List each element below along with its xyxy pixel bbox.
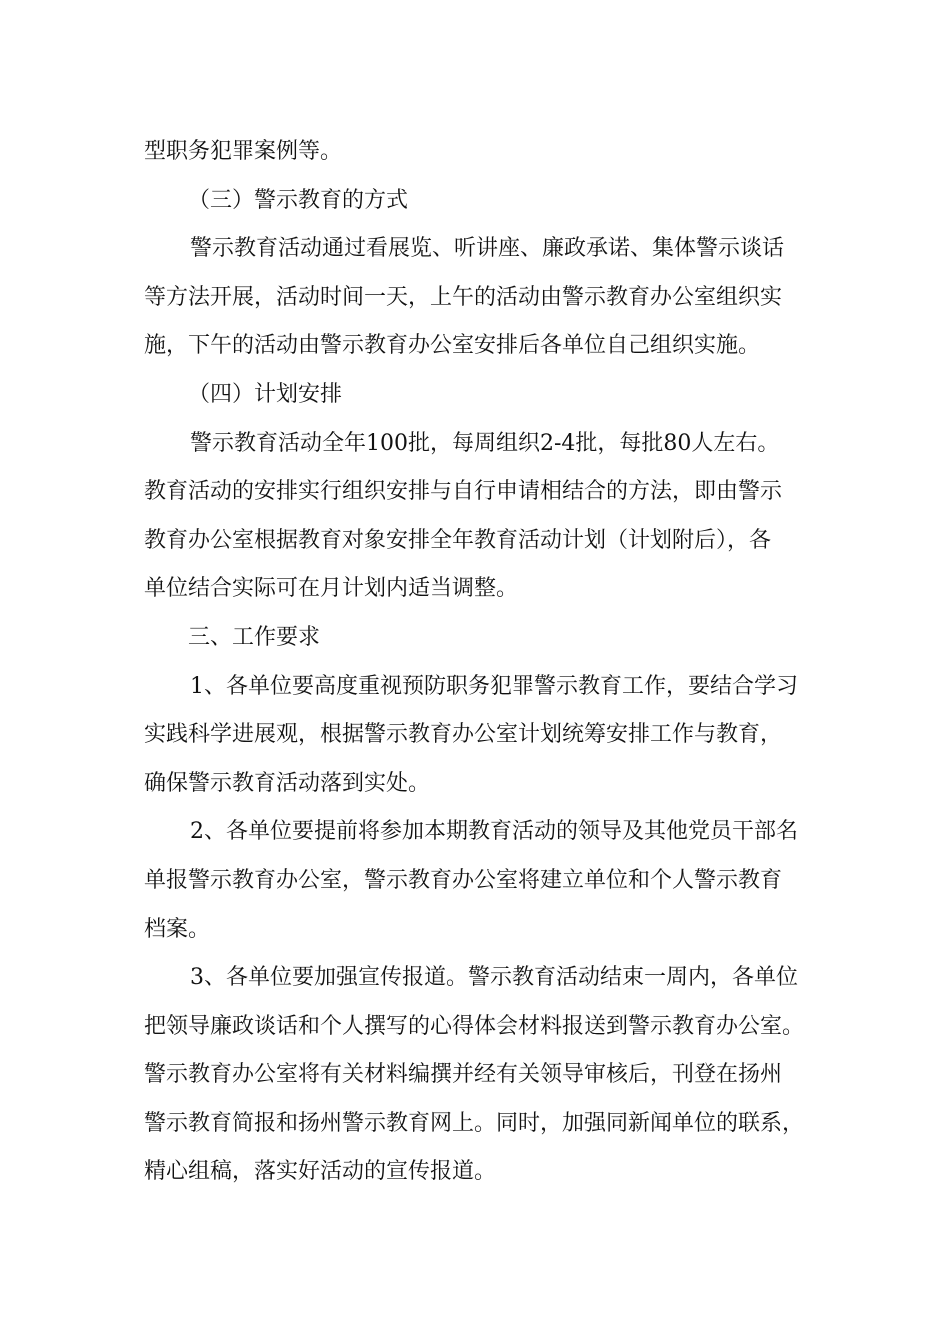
- requirement-3-line-2: 把领导廉政谈话和个人撰写的心得体会材料报送到警示教育办公室。: [144, 1013, 805, 1039]
- requirement-1-line-2: 实践科学进展观，根据警示教育办公室计划统筹安排工作与教育，: [144, 722, 783, 748]
- text-line-3: 警示教育活动通过看展览、听讲座、廉政承诺、集体警示谈话: [190, 236, 785, 262]
- text-line-5: 施，下午的活动由警示教育办公室安排后各单位自己组织实施。: [144, 333, 761, 359]
- section-heading-4: （四）计划安排: [188, 381, 343, 407]
- requirement-3-line-5: 精心组稿，落实好活动的宣传报道。: [144, 1159, 497, 1185]
- text-line-1: 型职务犯罪案例等。: [144, 139, 343, 164]
- requirement-2-line-3: 档案。: [144, 916, 211, 942]
- requirement-2-line-2: 单报警示教育办公室，警示教育办公室将建立单位和个人警示教育: [144, 867, 783, 893]
- requirement-1-line-3: 确保警示教育活动落到实处。: [144, 770, 431, 796]
- text-line-8: 教育活动的安排实行组织安排与自行申请相结合的方法，即由警示: [144, 479, 783, 505]
- text-line-7: 警示教育活动全年100批，每周组织2-4批，每批80人左右。: [190, 430, 780, 456]
- document-body: [144, 128, 832, 1197]
- section-heading-3: （三）警示教育的方式: [188, 187, 409, 213]
- section-heading-work-requirements: 三、工作要求: [188, 624, 321, 650]
- text-line-4: 等方法开展，活动时间一天，上午的活动由警示教育办公室组织实: [144, 284, 783, 310]
- text-line-9: 教育办公室根据教育对象安排全年教育活动计划（计划附后），各: [144, 527, 772, 553]
- requirement-1-line-1: 1、各单位要高度重视预防职务犯罪警示教育工作，要结合学习: [190, 673, 798, 699]
- text-line-10: 单位结合实际可在月计划内适当调整。: [144, 576, 519, 602]
- requirement-2-line-1: 2、各单位要提前将参加本期教育活动的领导及其他党员干部名: [190, 819, 798, 845]
- requirement-3-line-1: 3、各单位要加强宣传报道。警示教育活动结束一周内，各单位: [190, 965, 798, 991]
- requirement-3-line-3: 警示教育办公室将有关材料编撰并经有关领导审核后，刊登在扬州: [144, 1062, 783, 1088]
- requirement-3-line-4: 警示教育简报和扬州警示教育网上。同时，加强同新闻单位的联系，: [144, 1110, 805, 1136]
